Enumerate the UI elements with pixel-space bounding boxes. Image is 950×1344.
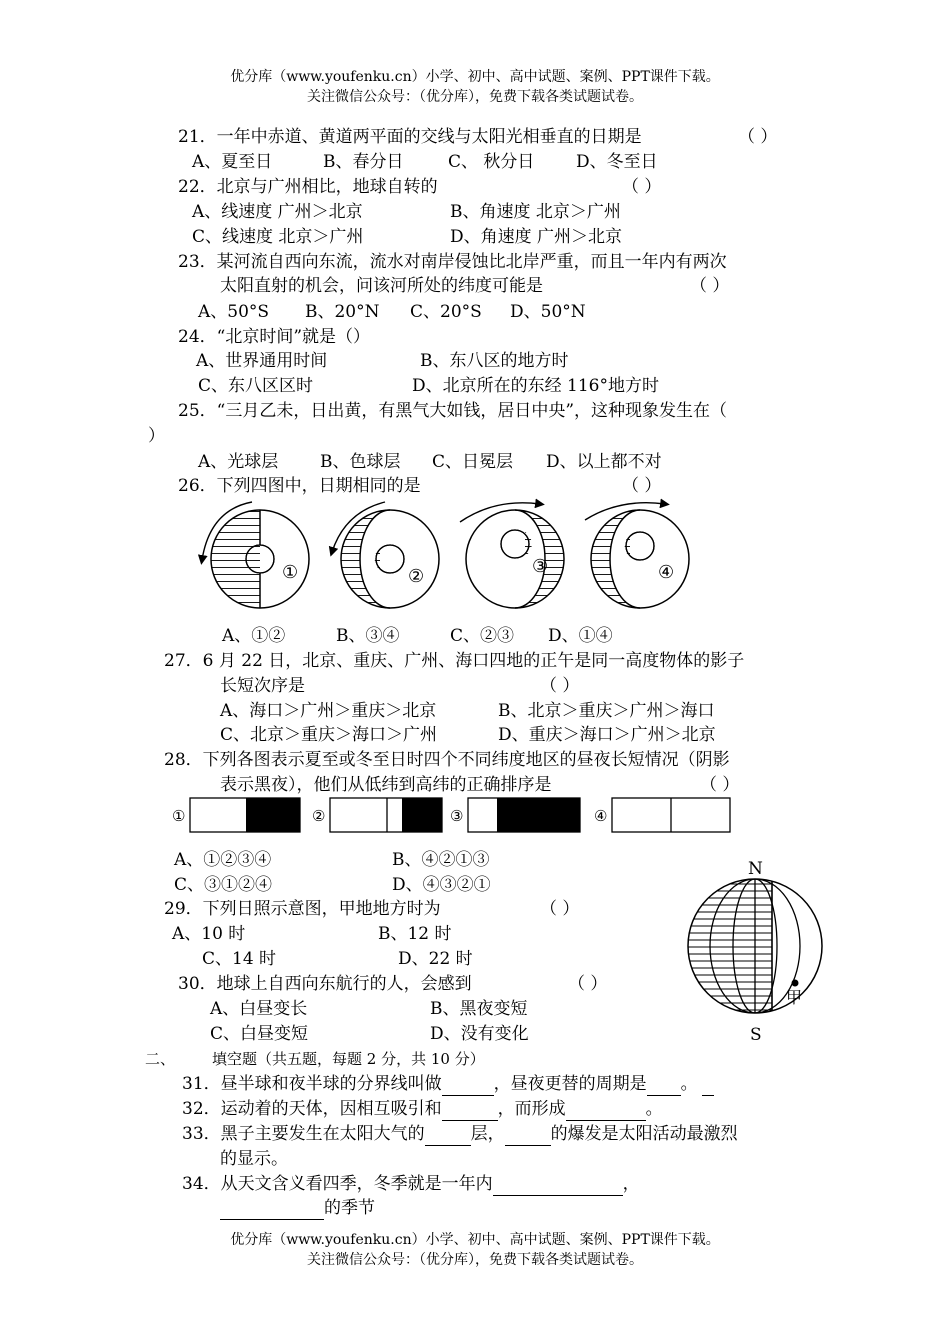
q31-part-3: 。 [680,1074,698,1094]
q32-part-3: 。 [645,1099,663,1119]
q30-option-a: A、白昼变长 [210,999,308,1019]
q27-stem-line-1: 27．6 月 22 日，北京、重庆、广州、海口四地的正午是同一高度物体的影子 [164,651,745,671]
q22-option-a: A、线速度 广州＞北京 [192,202,363,222]
q27-option-a: A、海口＞广州＞重庆＞北京 [220,701,437,721]
q28-bar-2 [330,798,442,832]
q34-part-2: ， [622,1174,640,1194]
q24-stem: 24．“北京时间”就是（） [178,327,371,347]
q33-part-2: 层， [470,1124,505,1144]
q26-diagram-3 [460,503,564,608]
q23-stem-line-2: 太阳直射的机会，问该河所处的纬度可能是 [220,276,543,296]
footer-line-2: 关注微信公众号：（优分库），免费下载各类试题试卷。 [307,1252,643,1268]
q26-diagram-2 [332,502,439,608]
q29-stem: 29．下列日照示意图，甲地地方时为 [164,899,441,919]
q26-option-b: B、③④ [336,626,400,646]
q23-bracket: （ ） [690,276,730,296]
q22-option-b: B、角速度 北京＞广州 [450,202,621,222]
q32-blank-1[interactable] [442,1098,498,1121]
q21-option-c: C、 秋分日 [448,152,535,172]
q33-blank-1[interactable] [425,1123,471,1146]
section-2-number: 二、 [145,1050,176,1068]
q24-option-b: B、东八区的地方时 [420,351,569,371]
q24-option-c: C、东八区区时 [198,376,314,396]
q29-option-c: C、14 时 [202,949,277,969]
q28-bar-3 [468,798,580,832]
section-2-title: 填空题（共五题，每题 2 分，共 10 分） [212,1050,485,1068]
q32-blank-2[interactable] [566,1098,646,1121]
q33-part-1: 33．黑子主要发生在太阳大气的 [182,1124,425,1144]
q29-option-d: D、22 时 [398,949,473,969]
q21-stem: 21．一年中赤道、黄道两平面的交线与太阳光相垂直的日期是 [178,127,642,147]
q24-option-d: D、北京所在的东经 116°地方时 [412,376,659,396]
q34-part-1: 34．从天文含义看四季，冬季就是一年内 [182,1174,493,1194]
q23-stem-line-1: 23．某河流自西向东流，流水对南岸侵蚀比北岸严重，而且一年内有两次 [178,252,727,272]
q23-option-c: C、20°S [410,302,482,322]
q31-blank-2[interactable] [647,1073,681,1096]
q31-line [182,1073,714,1096]
header-line-2: 关注微信公众号：（优分库），免费下载各类试题试卷。 [307,89,643,105]
q29-point-label: 甲 [786,988,803,1007]
q31-blank-3[interactable] [702,1073,714,1096]
q34-part-3: 的季节 [324,1198,375,1218]
q32-line [182,1098,663,1121]
q29-option-a: A、10 时 [172,924,246,944]
q22-option-c: C、线速度 北京＞广州 [192,227,364,247]
q31-part-2: ，昼夜更替的周期是 [493,1074,647,1094]
footer-line-1: 优分库（www.youfenku.cn）小学、初中、高中试题、案例、PPT课件下载。 [230,1232,720,1248]
q25-option-c: C、日冕层 [432,452,514,472]
q25-option-b: B、色球层 [320,452,401,472]
q28-stem-line-2: 表示黑夜），他们从低纬到高纬的正确排序是 [220,775,552,795]
q26-label-1: ① [282,562,299,583]
q27-option-d: D、重庆＞海口＞广州＞北京 [498,725,716,745]
q25-option-a: A、光球层 [198,452,279,472]
q30-stem: 30．地球上自西向东航行的人，会感到 [178,974,472,994]
q28-bar-4 [612,798,730,832]
q34-blank-2[interactable] [220,1197,324,1220]
q28-option-b: B、④②①③ [392,850,490,870]
q28-bars [170,796,740,836]
q26-label-4: ④ [658,562,675,583]
q28-label-4: ④ [594,807,608,825]
q26-stem: 26．下列四图中，日期相同的是 [178,476,421,496]
q33-line [182,1123,738,1146]
q25-stem-tail: ） [148,426,165,446]
q25-stem: 25．“三月乙未，日出黄，有黑气大如钱，居日中央”，这种现象发生在（ [178,401,728,421]
q32-part-1: 32．运动着的天体，因相互吸引和 [182,1099,442,1119]
q31-blank-1[interactable] [442,1073,494,1096]
q27-bracket: （ ） [540,676,580,696]
q27-option-c: C、北京＞重庆＞海口＞广州 [220,725,438,745]
q26-option-c: C、②③ [450,626,515,646]
q22-bracket: （ ） [622,177,662,197]
q27-option-b: B、北京＞重庆＞广州＞海口 [498,701,715,721]
q32-part-2: ，而形成 [497,1099,566,1119]
q24-option-a: A、世界通用时间 [196,351,328,371]
q26-option-d: D、①④ [548,626,613,646]
q28-option-a: A、①②③④ [174,850,272,870]
q26-label-2: ② [408,566,425,587]
q30-bracket: （ ） [568,974,608,994]
q28-label-1: ① [172,807,186,825]
q29-option-b: B、12 时 [378,924,452,944]
q33-part-4: 的显示。 [220,1149,288,1169]
q28-label-3: ③ [450,807,464,825]
q21-option-d: D、冬至日 [576,152,658,172]
q30-option-d: D、没有变化 [430,1024,529,1044]
q21-option-b: B、春分日 [323,152,404,172]
q33-part-3: 的爆发是太阳活动最激烈 [550,1124,738,1144]
q26-diagram-1 [202,502,309,608]
q34-line-2 [220,1197,375,1220]
q29-south-label: S [750,1025,762,1045]
q23-option-d: D、50°N [510,302,586,322]
header-line-1: 优分库（www.youfenku.cn）小学、初中、高中试题、案例、PPT课件下载。 [230,69,720,85]
q28-bracket: （ ） [700,775,740,795]
q26-bracket: （ ） [622,476,662,496]
q22-option-d: D、角速度 广州＞北京 [450,227,623,247]
q30-option-b: B、黑夜变短 [430,999,528,1019]
q22-stem: 22．北京与广州相比，地球自转的 [178,177,438,197]
q28-label-2: ② [312,807,326,825]
q29-north-label: N [748,859,763,879]
q33-blank-2[interactable] [505,1123,551,1146]
q26-option-a: A、①② [222,626,286,646]
q26-diagrams [180,490,720,620]
q34-blank-1[interactable] [493,1173,623,1196]
q28-option-c: C、③①②④ [174,875,273,895]
q31-part-1: 31．昼半球和夜半球的分界线叫做 [182,1074,442,1094]
q21-option-a: A、夏至日 [192,152,273,172]
q21-bracket: （ ） [738,127,778,147]
q28-bar-1 [190,798,300,832]
q29-bracket: （ ） [540,899,580,919]
q29-globe-diagram [680,858,830,1048]
q26-diagram-4 [585,503,689,608]
q27-stem-line-2: 长短次序是 [220,676,305,696]
q26-label-3: ③ [532,556,549,577]
q23-option-a: A、50°S [198,302,270,322]
q28-stem-line-1: 28．下列各图表示夏至或冬至日时四个不同纬度地区的昼夜长短情况（阴影 [164,750,730,770]
q25-option-d: D、以上都不对 [546,452,662,472]
q34-line [182,1173,640,1196]
q28-option-d: D、④③②① [392,875,491,895]
q23-option-b: B、20°N [305,302,380,322]
q30-option-c: C、白昼变短 [210,1024,309,1044]
